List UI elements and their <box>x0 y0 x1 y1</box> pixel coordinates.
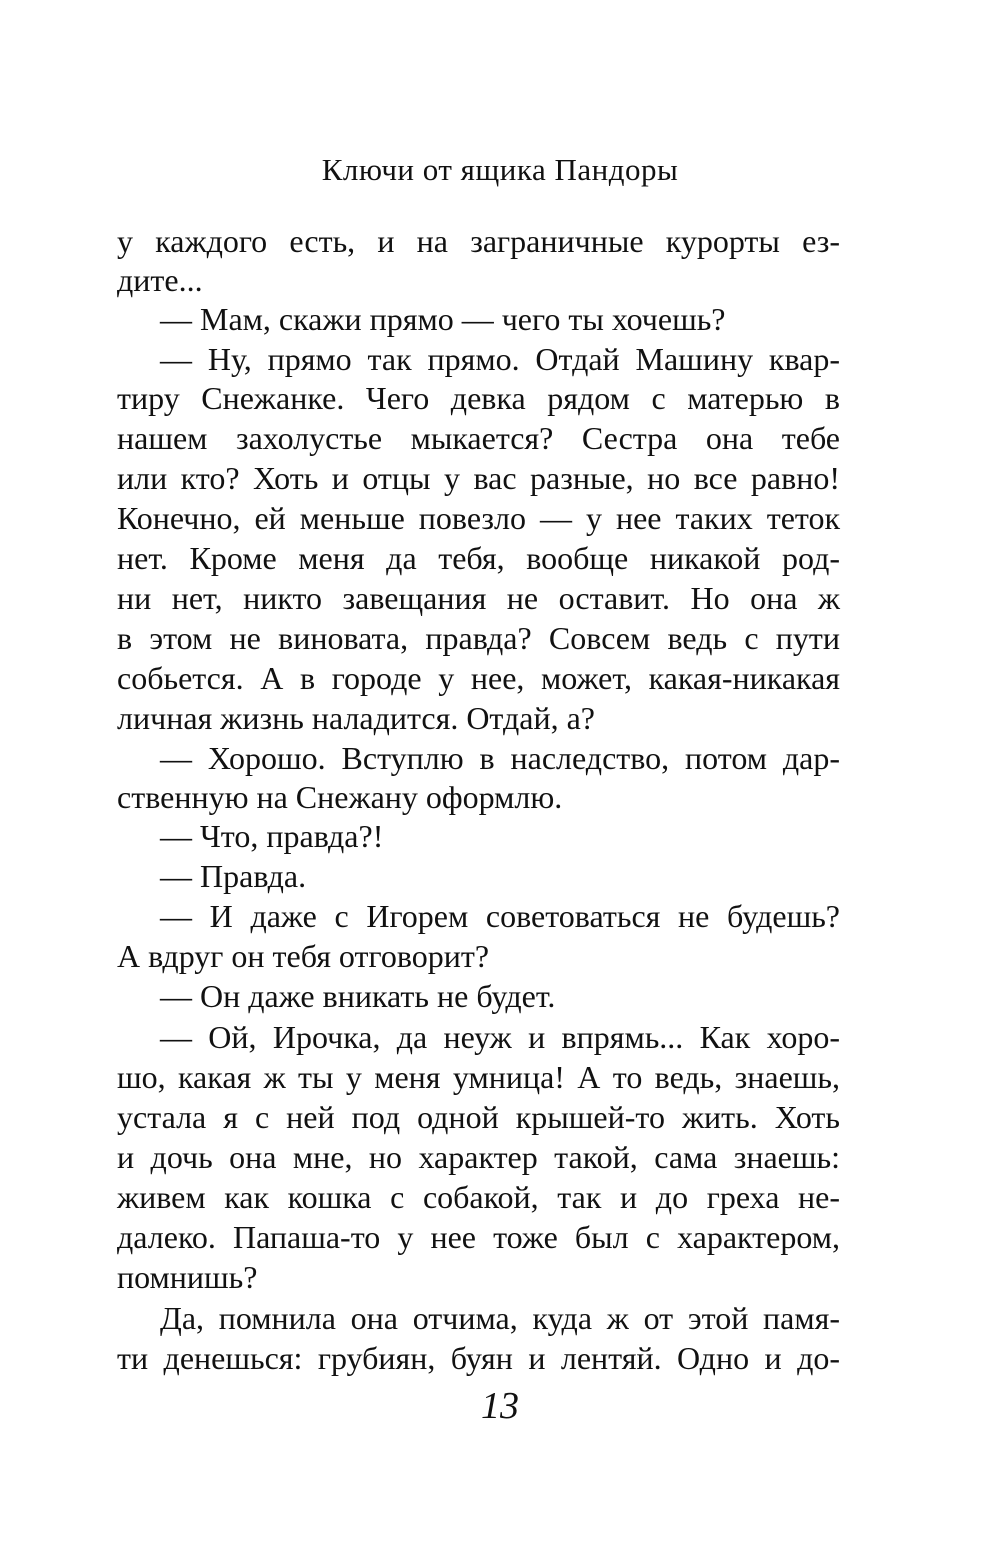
text-line: живем как кошка с собакой, так и до греха не- <box>117 1179 840 1215</box>
text-line: ни нет, никто завещания не оставит. Но она ж <box>117 580 840 616</box>
text-line: — Правда. <box>160 858 307 894</box>
text-line: или кто? Хоть и отцы у вас разные, но все равно! <box>117 460 840 496</box>
text-line: — Хорошо. Вступлю в наследство, потом дар- <box>160 740 840 776</box>
text-line: — И даже с Игорем советоваться не будешь? <box>160 898 840 934</box>
text-line: ственную на Снежану оформлю. <box>117 779 563 815</box>
text-line: — Ой, Ирочка, да неуж и впрямь... Как хоро- <box>160 1019 840 1055</box>
text-line: у каждого есть, и на заграничные курорты ез- <box>117 223 840 259</box>
text-line: собьется. А в городе у нее, может, какая-никакая <box>117 660 840 696</box>
text-line: и дочь она мне, но характер такой, сама знаешь: <box>117 1139 840 1175</box>
text-line: ти денешься: грубиян, буян и лентяй. Одно и до- <box>117 1340 840 1376</box>
text-line: тиру Снежанке. Чего девка рядом с матерью в <box>117 380 840 416</box>
text-line: — Что, правда?! <box>160 818 384 854</box>
text-line: дите... <box>117 262 203 298</box>
text-line: личная жизнь наладится. Отдай, а? <box>117 700 595 736</box>
text-line: — Ну, прямо так прямо. Отдай Машину квар- <box>160 341 840 377</box>
page-number: 13 <box>481 1385 519 1427</box>
text-line: шо, какая ж ты у меня умница! А то ведь, знаешь, <box>117 1059 840 1095</box>
text-line: помнишь? <box>117 1259 258 1295</box>
text-line: устала я с ней под одной крышей-то жить. Хоть <box>117 1099 840 1135</box>
text-line: Да, помнила она отчима, куда ж от этой памя- <box>160 1300 840 1336</box>
text-line: далеко. Папаша-то у нее тоже был с характером, <box>117 1219 840 1255</box>
running-title: Ключи от ящика Пандоры <box>321 152 679 187</box>
text-line: нашем захолустье мыкается? Сестра она тебе <box>117 420 840 456</box>
text-line: — Мам, скажи прямо — чего ты хочешь? <box>160 301 726 337</box>
text-line: Конечно, ей меньше повезло — у нее таких теток <box>117 500 840 536</box>
text-line: — Он даже вникать не будет. <box>160 978 556 1014</box>
text-line: в этом не виновата, правда? Совсем ведь с пути <box>117 620 840 656</box>
text-line: А вдруг он тебя отговорит? <box>117 938 490 974</box>
text-line: нет. Кроме меня да тебя, вообще никакой род- <box>117 540 840 576</box>
